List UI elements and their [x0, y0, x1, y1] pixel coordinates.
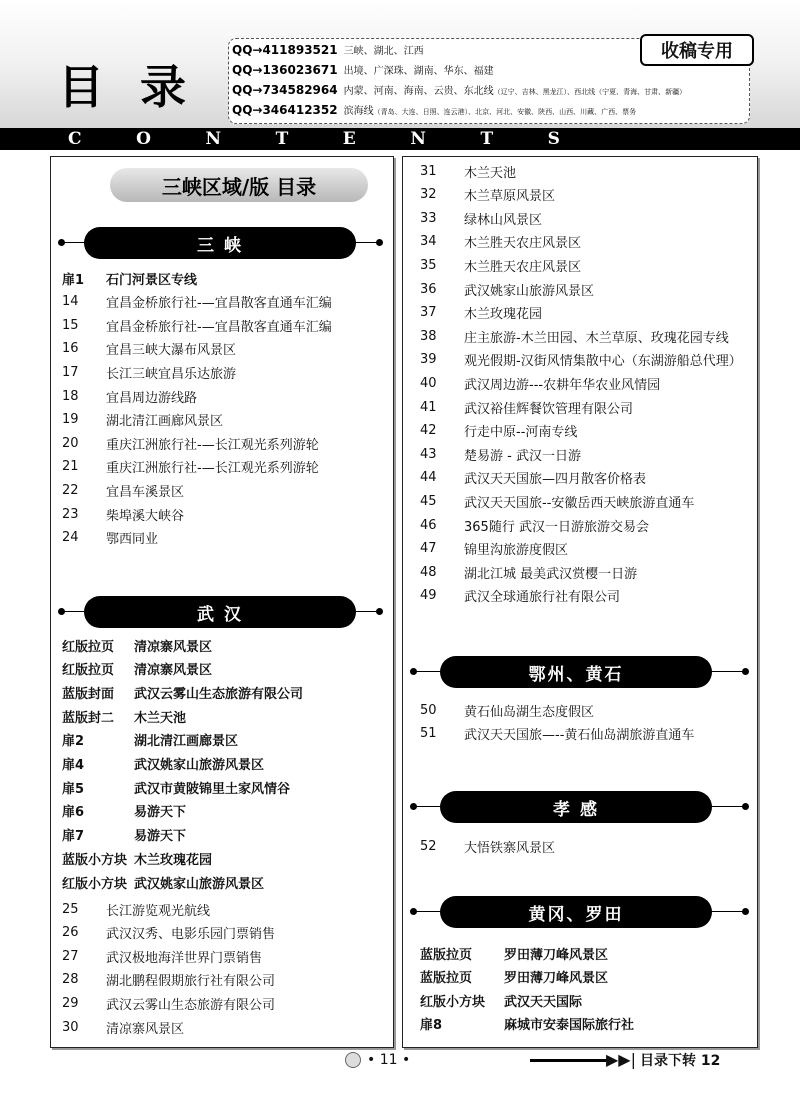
item-title: 湖北清江画廊景区: [134, 734, 239, 750]
item-title: 长江三峡宜昌乐达旅游: [106, 366, 237, 382]
list-item: [62, 705, 186, 727]
item-page: 红版小方块: [62, 876, 128, 892]
arrow-line: [530, 1059, 610, 1062]
item-page: 蓝版封面: [62, 686, 115, 702]
list-item: [62, 267, 197, 289]
next-page-label: 目录下转 12: [640, 1053, 721, 1069]
item-page: 14: [62, 294, 79, 310]
list-item: [420, 372, 660, 394]
item-title: 木兰草原风景区: [464, 189, 556, 205]
list-item: [62, 479, 184, 501]
item-page: 36: [420, 281, 437, 297]
item-page: 20: [62, 435, 79, 451]
item-page: 23: [62, 506, 79, 522]
list-item: [420, 467, 646, 489]
list-item: [62, 503, 184, 525]
item-title: 武汉天天国际: [504, 994, 583, 1010]
list-item: [62, 314, 332, 336]
item-page: 37: [420, 305, 437, 321]
item-page: 38: [420, 328, 437, 344]
list-item: [420, 966, 608, 988]
item-title: 宜昌金桥旅行社-—宜昌散客直通车汇编: [106, 319, 332, 335]
list-item: [62, 681, 303, 703]
item-page: 49: [420, 588, 437, 604]
item-title: 木兰天池: [464, 165, 517, 181]
list-item: [62, 456, 319, 478]
list-item: [62, 824, 186, 846]
collect-label: 收稿专用: [640, 34, 754, 66]
item-title: 庄主旅游-木兰田园、木兰草原、玫瑰花园专线: [464, 330, 729, 346]
item-title: 宜昌三峡大瀑布风景区: [106, 343, 237, 359]
item-page: 29: [62, 995, 79, 1011]
list-item: [62, 409, 223, 431]
item-title: 罗田薄刀峰风景区: [504, 971, 609, 987]
item-title: 麻城市安泰国际旅行社: [504, 1018, 635, 1034]
item-title: 武汉极地海洋世界门票销售: [106, 950, 263, 966]
item-page: 蓝版拉页: [420, 947, 473, 963]
list-item: [62, 847, 212, 869]
list-item: [420, 538, 568, 560]
list-item: [420, 396, 633, 418]
list-item: [420, 942, 608, 964]
item-page: 39: [420, 352, 437, 368]
item-page: 25: [62, 901, 79, 917]
item-title: 易游天下: [134, 805, 187, 821]
qq-row: QQ→734582964 内蒙、河南、海南、云贵、东北线（辽宁、吉林、黑龙江）、西北线（宁夏、青海、甘肃、新疆）: [232, 83, 687, 97]
list-item: [420, 184, 555, 206]
contents-letter: N: [205, 129, 222, 149]
item-page: 26: [62, 925, 79, 941]
section-header-xiaogan: 孝 感: [410, 791, 750, 823]
list-item: [62, 753, 264, 775]
item-page: 扉6: [62, 805, 85, 821]
list-item: [420, 302, 542, 324]
item-page: 扉5: [62, 781, 85, 797]
item-page: 31: [420, 163, 437, 179]
contents-letter: O: [136, 129, 151, 149]
item-title: 清凉寨风景区: [134, 639, 213, 655]
item-page: 45: [420, 493, 437, 509]
item-title: 武汉天天国旅—四月散客价格表: [464, 472, 647, 488]
item-title: 宜昌车溪景区: [106, 484, 185, 500]
section-header-wuhan: 武 汉: [58, 596, 384, 628]
contents-letter: C: [68, 129, 82, 149]
item-title: 武汉姚家山旅游风景区: [464, 283, 595, 299]
list-item: [420, 254, 581, 276]
list-item: [420, 561, 637, 583]
contents-bar: [0, 128, 800, 150]
list-item: [420, 420, 577, 442]
item-page: 50: [420, 702, 437, 718]
contents-letter: E: [342, 129, 356, 149]
item-title: 武汉姚家山旅游风景区: [134, 876, 265, 892]
page-title: 目 录: [58, 60, 197, 114]
list-item: [62, 922, 275, 944]
item-page: 18: [62, 388, 79, 404]
list-item: [420, 723, 694, 745]
list-item: [62, 898, 210, 920]
item-title: 行走中原--河南专线: [464, 425, 578, 441]
item-title: 木兰玫瑰花园: [134, 852, 213, 868]
item-title: 重庆江洲旅行社-—长江观光系列游轮: [106, 461, 319, 477]
item-page: 46: [420, 517, 437, 533]
item-title: 宜昌金桥旅行社-—宜昌散客直通车汇编: [106, 296, 332, 312]
item-page: 19: [62, 412, 79, 428]
qq-row: QQ→411893521 三峡、湖北、江西: [232, 43, 424, 57]
list-item: [62, 361, 236, 383]
contents-letter: S: [547, 129, 560, 149]
item-title: 黄石仙岛湖生态度假区: [464, 704, 595, 720]
item-title: 罗田薄刀峰风景区: [504, 947, 609, 963]
item-title: 武汉市黄陂锦里土家风情谷: [134, 781, 291, 797]
item-title: 武汉天天国旅—--黄石仙岛湖旅游直通车: [464, 728, 695, 744]
list-item: [62, 291, 332, 313]
list-item: [62, 634, 212, 656]
list-item: [62, 969, 275, 991]
item-title: 木兰胜天农庄风景区: [464, 259, 582, 275]
section-header-sanxia: 三 峡: [58, 227, 384, 259]
item-title: 武汉周边游---农耕年华农业风情园: [464, 377, 661, 393]
item-title: 柴埠溪大峡谷: [106, 508, 185, 524]
item-page: 17: [62, 364, 79, 380]
list-item: [420, 231, 581, 253]
list-item: [62, 527, 158, 549]
item-page: 扉1: [62, 272, 85, 288]
item-title: 绿林山风景区: [464, 212, 543, 228]
qq-row: QQ→346412352 滨海线（青岛、大连、日照、连云港）、北京、河北、安徽、陕西、山西、川藏、广西、票务: [232, 103, 637, 117]
item-page: 22: [62, 482, 79, 498]
double-arrow-icon: ▶▶|: [606, 1050, 636, 1069]
item-page: 21: [62, 459, 79, 475]
item-title: 长江游览观光航线: [106, 903, 211, 919]
item-title: 木兰天池: [134, 710, 187, 726]
list-item: [62, 776, 290, 798]
item-title: 观光假期-汉街风情集散中心（东湖游船总代理）: [464, 354, 742, 370]
list-item: [62, 432, 319, 454]
page-number: • 11 •: [345, 1052, 410, 1068]
list-item: [420, 349, 742, 371]
item-page: 41: [420, 399, 437, 415]
list-item: [420, 443, 581, 465]
item-page: 红版小方块: [420, 994, 486, 1010]
item-page: 蓝版小方块: [62, 852, 128, 868]
list-item: [62, 338, 236, 360]
item-page: 蓝版封二: [62, 710, 115, 726]
item-page: 扉7: [62, 829, 85, 845]
item-title: 武汉全球通旅行社有限公司: [464, 590, 621, 606]
region-banner: 三峡区域/版 目录: [110, 168, 368, 202]
item-title: 清凉寨风景区: [134, 663, 213, 679]
list-item: [62, 992, 275, 1014]
item-title: 楚易游 - 武汉一日游: [464, 448, 581, 464]
list-item: [62, 800, 186, 822]
item-title: 清凉寨风景区: [106, 1021, 185, 1037]
item-page: 24: [62, 530, 79, 546]
contents-letter: N: [410, 129, 426, 149]
section-header-huanggang: 黄冈、罗田: [410, 896, 750, 928]
item-page: 40: [420, 375, 437, 391]
item-page: 33: [420, 210, 437, 226]
item-title: 大悟铁寨风景区: [464, 840, 556, 856]
qq-row: QQ→136023671 出境、广深珠、湖南、华东、福建: [232, 63, 494, 77]
item-page: 红版拉页: [62, 639, 115, 655]
list-item: [62, 945, 262, 967]
item-title: 石门河景区专线: [106, 272, 198, 288]
item-title: 鄂西同业: [106, 532, 159, 548]
list-item: [62, 871, 264, 893]
list-item: [420, 207, 542, 229]
item-page: 27: [62, 948, 79, 964]
item-page: 42: [420, 423, 437, 439]
item-title: 武汉天天国旅--安徽岳西天峡旅游直通车: [464, 495, 695, 511]
list-item: [420, 160, 516, 182]
item-title: 重庆江洲旅行社-—长江观光系列游轮: [106, 437, 319, 453]
item-page: 28: [62, 972, 79, 988]
item-title: 易游天下: [134, 829, 187, 845]
list-item: [420, 514, 649, 536]
item-page: 43: [420, 446, 437, 462]
item-page: 15: [62, 317, 79, 333]
list-item: [62, 1016, 184, 1038]
item-page: 51: [420, 726, 437, 742]
item-page: 47: [420, 541, 437, 557]
list-item: [420, 325, 729, 347]
item-title: 湖北江城 最美武汉赏樱一日游: [464, 566, 638, 582]
contents-letters: [0, 128, 800, 150]
item-title: 锦里沟旅游度假区: [464, 543, 569, 559]
list-item: [420, 835, 555, 857]
list-item: [420, 1013, 634, 1035]
item-page: 30: [62, 1019, 79, 1035]
list-item: [420, 585, 620, 607]
item-title: 武汉姚家山旅游风景区: [134, 758, 265, 773]
list-item: [420, 989, 582, 1011]
item-page: 扉2: [62, 734, 85, 750]
item-title: 木兰玫瑰花园: [464, 307, 543, 323]
list-item: [62, 729, 238, 751]
list-item: [62, 658, 212, 680]
item-page: 扉4: [62, 758, 85, 773]
list-item: [62, 385, 197, 407]
item-page: 16: [62, 341, 79, 357]
item-title: 宜昌周边游线路: [106, 390, 198, 406]
item-page: 44: [420, 470, 437, 486]
emblem-icon: [345, 1052, 361, 1068]
item-page: 35: [420, 257, 437, 273]
item-page: 52: [420, 838, 437, 854]
item-title: 湖北鹏程假期旅行社有限公司: [106, 974, 276, 990]
item-page: 红版拉页: [62, 663, 115, 679]
item-title: 365随行 武汉一日游旅游交易会: [464, 519, 649, 535]
section-header-ezhou: 鄂州、黄石: [410, 656, 750, 688]
item-title: 武汉云雾山生态旅游有限公司: [106, 997, 276, 1013]
item-title: 木兰胜天农庄风景区: [464, 236, 582, 252]
item-page: 34: [420, 234, 437, 250]
item-page: 扉8: [420, 1018, 443, 1034]
list-item: [420, 490, 694, 512]
contents-letter: T: [480, 129, 494, 149]
list-item: [420, 699, 594, 721]
list-item: [420, 278, 594, 300]
item-title: 武汉汉秀、电影乐园门票销售: [106, 927, 276, 943]
item-page: 32: [420, 187, 437, 203]
item-page: 蓝版拉页: [420, 971, 473, 987]
contents-letter: T: [275, 129, 289, 149]
item-page: 48: [420, 564, 437, 580]
item-title: 湖北清江画廊风景区: [106, 414, 224, 430]
item-title: 武汉云雾山生态旅游有限公司: [134, 686, 304, 702]
item-title: 武汉裕佳辉餐饮管理有限公司: [464, 401, 634, 417]
